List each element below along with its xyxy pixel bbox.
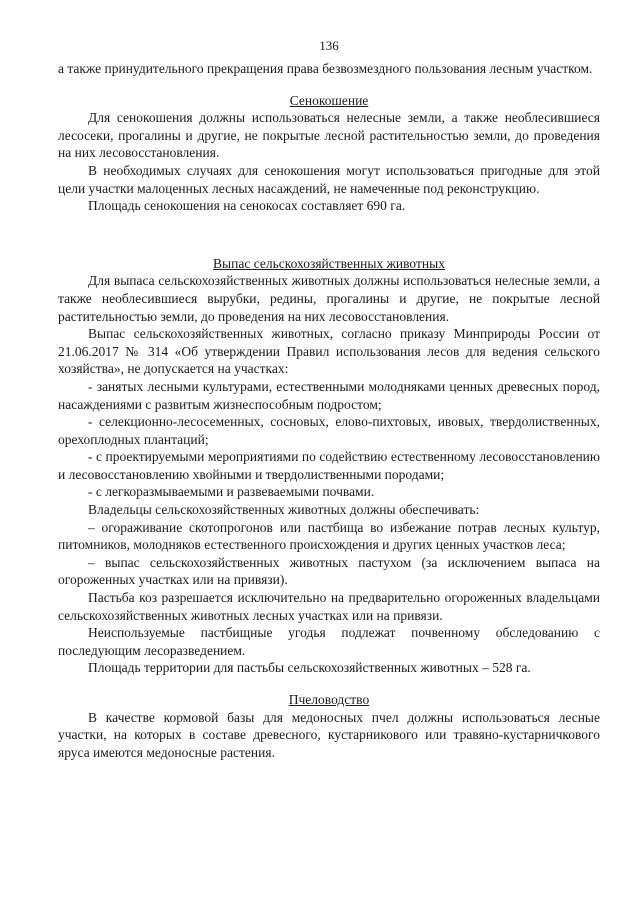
intro-paragraph: а также принудительного прекращения права безвозмездного пользования лесным участком. bbox=[58, 61, 593, 76]
grazing-list-item: - с проектируемыми мероприятиями по содействию естественному лесовосстановлению и лесовосстановлению хвойными и твердолиственными породами; bbox=[58, 449, 600, 482]
grazing-paragraph: Неиспользуемые пастбищные угодья подлежат почвенному обследованию с последующим лесоразведением. bbox=[58, 625, 600, 658]
grazing-paragraph: Пастьба коз разрешается исключительно на предварительно огороженных владельцами сельскохозяйственных животных лесных участках или на привязи. bbox=[58, 590, 600, 623]
haymaking-paragraph: Площадь сенокошения на сенокосах составляет 690 га. bbox=[88, 198, 406, 214]
grazing-list-item: – огораживание скотопрогонов или пастбища во избежание потрав лесных культур, питомников, молодняков естественного происхождения и других ценных участков леса; bbox=[58, 519, 600, 553]
grazing-paragraph: Площадь территории для пастьбы сельскохозяйственных животных – 528 га. bbox=[88, 660, 531, 676]
grazing-list-item: - селекционно-лесосеменных, сосновых, елово-пихтовых, ивовых, твердолиственных, орехоплодных плантаций; bbox=[58, 414, 600, 447]
grazing-paragraph: Для выпаса сельскохозяйственных животных должны использоваться нелесные земли, а также необлесившиеся вырубки, редины, прогалины и другие, не покрытые лесной растительностью земли, до проведения на них лесовосстановления. bbox=[58, 273, 600, 324]
heading-haymaking: Сенокошение bbox=[289, 92, 369, 108]
haymaking-paragraph: Для сенокошения должны использоваться нелесные земли, а также необлесившиеся лесосеки, прогалины и другие, не покрытые лесной растительностью земли, до проведения на них лесовосстановления. bbox=[58, 110, 600, 161]
haymaking-paragraph: В необходимых случаях для сенокошения могут использоваться пригодные для этой цели участки малоценных лесных насаждений, не намеченные под реконструкцию. bbox=[58, 162, 600, 196]
page-number: 136 bbox=[319, 38, 339, 53]
heading-beekeeping: Пчеловодство bbox=[288, 692, 370, 707]
grazing-paragraph: Выпас сельскохозяйственных животных, согласно приказу Минприроды России от 21.06.2017 № 314 «Об утверждении Правил использования лесов для ведения сельского хозяйства», не допускается на участках: bbox=[58, 326, 600, 377]
grazing-list-item: - занятых лесными культурами, естественными молодняками ценных древесных пород, насаждениями с развитым жизнеспособным подростом; bbox=[58, 378, 600, 412]
document-page bbox=[58, 0, 600, 761]
beekeeping-paragraph: В качестве кормовой базы для медоносных пчел должны использоваться лесные участки, на которых в составе древесного, кустарникового или травяно-кустарничкового яруса имеются медоносные растения. bbox=[58, 709, 600, 760]
grazing-list-item: – выпас сельскохозяйственных животных пастухом (за исключением выпаса на огороженных участках или на привязи). bbox=[58, 554, 600, 588]
grazing-list-item: - с легкоразмываемыми и развеваемыми почвами. bbox=[88, 484, 375, 500]
heading-grazing: Выпас сельскохозяйственных животных bbox=[213, 255, 445, 271]
grazing-paragraph: Владельцы сельскохозяйственных животных должны обеспечивать: bbox=[88, 502, 480, 518]
